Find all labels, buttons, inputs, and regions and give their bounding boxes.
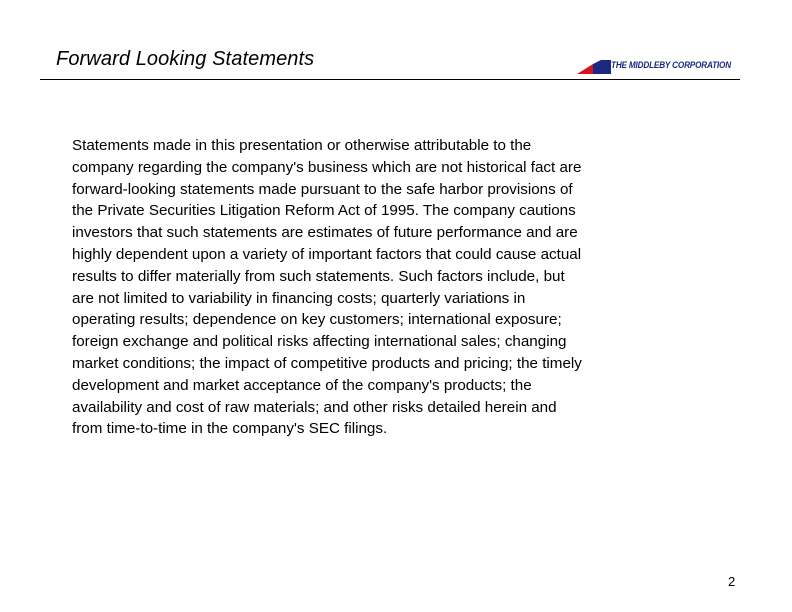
body-line: results to differ materially from such statements. Such factors include, but [72,267,565,285]
body-line: forward-looking statements made pursuant to the safe harbor provisions of [72,180,573,198]
body-line: investors that such statements are estimates of future performance and are [72,224,578,242]
slide-title: Forward Looking Statements [56,48,315,70]
body-line: foreign exchange and political risks affecting international sales; changing [72,333,567,351]
body-line: market conditions; the impact of competitive products and pricing; the timely [72,354,582,372]
body-line: company regarding the company's business which are not historical fact are [72,158,582,176]
title-divider [40,79,740,80]
logo-text: THE MIDDLEBY CORPORATION [611,60,731,71]
company-logo [577,58,742,76]
page-number: 2 [728,574,736,589]
body-line: operating results; dependence on key customers; international exposure; [72,311,562,329]
body-line: development and market acceptance of the company's products; the [72,376,532,394]
body-line: availability and cost of raw materials; and other risks detailed herein and [72,398,557,416]
body-line: from time-to-time in the company's SEC filings. [72,420,388,438]
body-line: the Private Securities Litigation Reform Act of 1995. The company cautions [72,202,576,220]
body-line: highly dependent upon a variety of important factors that could cause actual [72,245,582,263]
body-line: Statements made in this presentation or otherwise attributable to the [72,137,532,154]
logo-mark-icon [577,60,613,74]
disclaimer-body [72,135,740,440]
body-line: are not limited to variability in financing costs; quarterly variations in [72,289,526,307]
